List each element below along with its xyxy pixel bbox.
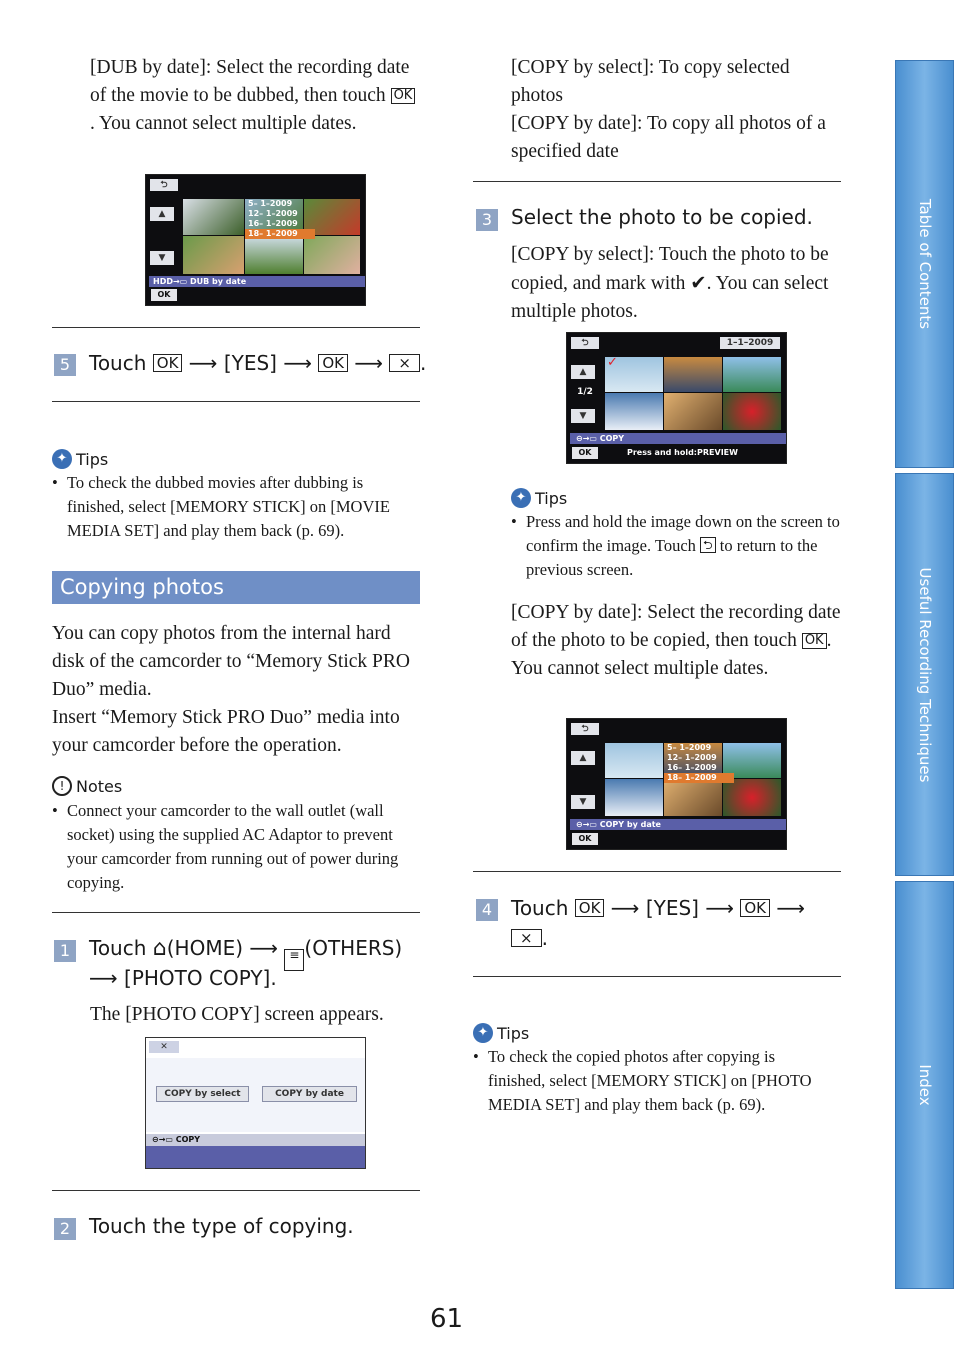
- step1-instruction: Touch ⌂(HOME) ⟶ ≡ (OTHERS): [89, 933, 402, 971]
- step1-instruction-cont: ⟶ [PHOTO COPY].: [89, 966, 277, 990]
- date-item-selected[interactable]: 18– 1–2009: [245, 229, 315, 239]
- arrow-right-icon: ⟶: [89, 966, 118, 990]
- close-button[interactable]: ✕: [149, 1041, 179, 1053]
- arrow-right-icon: ⟶: [188, 351, 218, 375]
- photo-thumbnail[interactable]: [664, 393, 722, 430]
- photo-thumbnail[interactable]: [304, 236, 360, 274]
- divider: [473, 871, 841, 872]
- sidebar-tab-index[interactable]: Index: [895, 881, 954, 1289]
- step1-result: The [PHOTO COPY] screen appears.: [90, 1004, 384, 1025]
- sidebar-tab-table-of-contents[interactable]: Table of Contents: [895, 60, 954, 468]
- date-item-selected[interactable]: 18– 1–2009: [664, 773, 734, 783]
- ok-key-icon: OK: [575, 899, 605, 917]
- step4-instruction: Touch OK ⟶ [YES] ⟶ OK ⟶: [511, 896, 806, 920]
- date-list: [245, 199, 315, 239]
- divider: [52, 401, 420, 402]
- photo-thumbnail[interactable]: [605, 743, 663, 778]
- scroll-up-button[interactable]: ▲: [571, 365, 595, 379]
- step-number: 4: [476, 899, 498, 921]
- notes-heading: ! Notes: [52, 776, 122, 796]
- date-item[interactable]: 12– 1–2009: [248, 209, 298, 218]
- notes-list: [52, 799, 422, 895]
- ok-key-icon: OK: [802, 633, 827, 649]
- notes-icon: !: [52, 776, 72, 796]
- arrow-right-icon: ⟶: [776, 896, 806, 920]
- preview-hint: Press and hold:PREVIEW: [627, 448, 738, 457]
- tips-list: [473, 1045, 818, 1117]
- date-item[interactable]: 16– 1–2009: [248, 219, 298, 228]
- photo-thumbnail[interactable]: [183, 199, 244, 235]
- photo-thumbnail[interactable]: [723, 779, 781, 816]
- note-item: • Connect your camcorder to the wall outlet (wall socket) using the supplied AC Adaptor to prevent your camcorder from running out of power during copying.: [52, 799, 422, 895]
- return-icon[interactable]: ⮌: [150, 179, 178, 191]
- step-number: 1: [54, 940, 76, 962]
- scroll-up-button[interactable]: ▲: [571, 751, 595, 765]
- divider: [52, 912, 420, 913]
- copy-by-date-paragraph: [COPY by date]: Select the recording date of the photo to be copied, then touch OK . You cannot select multiple dates.: [511, 602, 841, 679]
- dub-by-date-paragraph: [DUB by date]: Select the recording date of the movie to be dubbed, then touch OK. You cannot select multiple dates.: [90, 54, 420, 138]
- tip-item: • To check the dubbed movies after dubbing is finished, select [MEMORY STICK] on [MOVIE MEDIA SET] and play them back (p. 69).: [52, 471, 422, 543]
- ok-key-icon: OK: [318, 354, 348, 372]
- date-item[interactable]: 12– 1–2009: [667, 753, 717, 762]
- photo-thumbnail[interactable]: [605, 779, 663, 816]
- close-key-icon: ×: [389, 354, 420, 372]
- date-display: 1–1–2009: [720, 337, 780, 349]
- hdd-to-memory-stick-icon: ⊖→▭: [152, 1135, 176, 1144]
- scroll-down-button[interactable]: ▼: [150, 251, 174, 265]
- copy-select-screen: [566, 332, 787, 464]
- tip-item: • Press and hold the image down on the screen to confirm the image. Touch ⮌ to return to the previous screen.: [511, 510, 841, 582]
- intro-paragraph: You can copy photos from the internal hard disk of the camcorder to “Memory Stick PRO Duo” media. Insert “Memory Stick PRO Duo” media into your camcorder before the operation.: [52, 623, 410, 756]
- copy-by-date-button[interactable]: COPY by date: [262, 1086, 357, 1102]
- photo-thumbnail[interactable]: [664, 779, 722, 816]
- page-number: 61: [430, 1304, 464, 1334]
- tips-list: [511, 510, 841, 582]
- mode-bar: HDD→▭ DUB by date: [149, 276, 366, 287]
- arrow-right-icon: ⟶: [283, 351, 312, 375]
- checkmark-icon: ✔: [690, 271, 707, 294]
- tips-heading: ✦ Tips: [511, 488, 567, 508]
- ok-button[interactable]: OK: [572, 447, 598, 459]
- step-number: 5: [54, 354, 76, 376]
- ok-key-icon: OK: [153, 354, 183, 372]
- photo-thumbnail[interactable]: [723, 393, 781, 430]
- step-number: 3: [476, 209, 498, 231]
- date-item[interactable]: 5– 1–2009: [667, 743, 712, 752]
- arrow-right-icon: ⟶: [249, 936, 279, 960]
- return-icon[interactable]: ⮌: [571, 723, 599, 735]
- copy-by-select-button[interactable]: COPY by select: [156, 1086, 249, 1102]
- return-icon[interactable]: ⮌: [571, 337, 599, 349]
- photo-thumbnail[interactable]: [245, 236, 303, 274]
- close-key-icon: ×: [511, 929, 542, 947]
- ok-button[interactable]: OK: [151, 289, 177, 301]
- copy-type-descriptions: [COPY by select]: To copy selected photos [COPY by date]: To copy all photos of a specified date: [511, 57, 826, 162]
- lightbulb-icon: ✦: [52, 449, 72, 469]
- divider: [473, 181, 841, 182]
- arrow-right-icon: ⟶: [354, 351, 384, 375]
- date-list: [664, 743, 734, 783]
- divider: [473, 976, 841, 977]
- mode-bar: ⊖→▭ COPY by date: [570, 819, 787, 830]
- scroll-down-button[interactable]: ▼: [571, 795, 595, 809]
- tips-heading: ✦ Tips: [52, 449, 108, 469]
- step5-instruction: Touch OK ⟶ [YES] ⟶ OK ⟶ × .: [89, 351, 427, 375]
- divider: [52, 327, 420, 328]
- tips-list: [52, 471, 422, 543]
- photo-thumbnail[interactable]: [723, 357, 781, 392]
- scroll-up-button[interactable]: ▲: [150, 207, 174, 221]
- sidebar-tab-useful-recording-techniques[interactable]: Useful Recording Techniques: [895, 473, 954, 876]
- arrow-right-icon: ⟶: [610, 896, 640, 920]
- photo-thumbnail[interactable]: [605, 393, 663, 430]
- photo-thumbnail-selected[interactable]: [605, 357, 663, 392]
- mode-bar: ⊖→▭ COPY: [146, 1134, 366, 1146]
- arrow-right-icon: ⟶: [705, 896, 734, 920]
- ok-key-icon: OK: [740, 899, 770, 917]
- photo-thumbnail[interactable]: [183, 236, 244, 274]
- hdd-to-memory-stick-icon: ⊖→▭: [576, 820, 600, 829]
- scroll-down-button[interactable]: ▼: [571, 409, 595, 423]
- hdd-to-memory-stick-icon: ⊖→▭: [576, 434, 600, 443]
- home-icon: ⌂: [152, 936, 167, 961]
- section-title: Copying photos: [52, 571, 420, 604]
- step4-instruction-cont: × .: [511, 923, 548, 953]
- return-key-icon: ⮌: [700, 537, 716, 553]
- ok-button[interactable]: OK: [572, 833, 598, 845]
- copy-by-date-screen: [566, 718, 787, 850]
- dub-by-date-screen: [145, 174, 366, 306]
- step-number: 2: [54, 1218, 76, 1240]
- photo-thumbnail[interactable]: [664, 357, 722, 392]
- step2-instruction: Touch the type of copying.: [89, 1214, 354, 1238]
- lightbulb-icon: ✦: [473, 1023, 493, 1043]
- date-item[interactable]: 16– 1–2009: [667, 763, 717, 772]
- mode-bar: ⊖→▭ COPY: [570, 433, 787, 444]
- step3-title: Select the photo to be copied.: [511, 205, 813, 229]
- checkmark-icon: ✓: [607, 355, 618, 370]
- date-item[interactable]: 5– 1–2009: [248, 199, 293, 208]
- tip-item: • To check the copied photos after copying is finished, select [MEMORY STICK] on [PHOTO MEDIA SET] and play them back (p. 69).: [473, 1045, 818, 1117]
- step3-paragraph: [COPY by select]: Touch the photo to be copied, and mark with ✔. You can select multiple photos.: [511, 244, 829, 322]
- others-icon: ≡: [284, 949, 304, 971]
- page-indicator: 1/2: [577, 387, 593, 397]
- photo-copy-screen: [145, 1037, 366, 1169]
- ok-key-icon: OK: [391, 88, 416, 104]
- hdd-to-memory-stick-icon: HDD→▭: [153, 277, 191, 286]
- divider: [52, 1190, 420, 1191]
- lightbulb-icon: ✦: [511, 488, 531, 508]
- tips-heading: ✦ Tips: [473, 1023, 529, 1043]
